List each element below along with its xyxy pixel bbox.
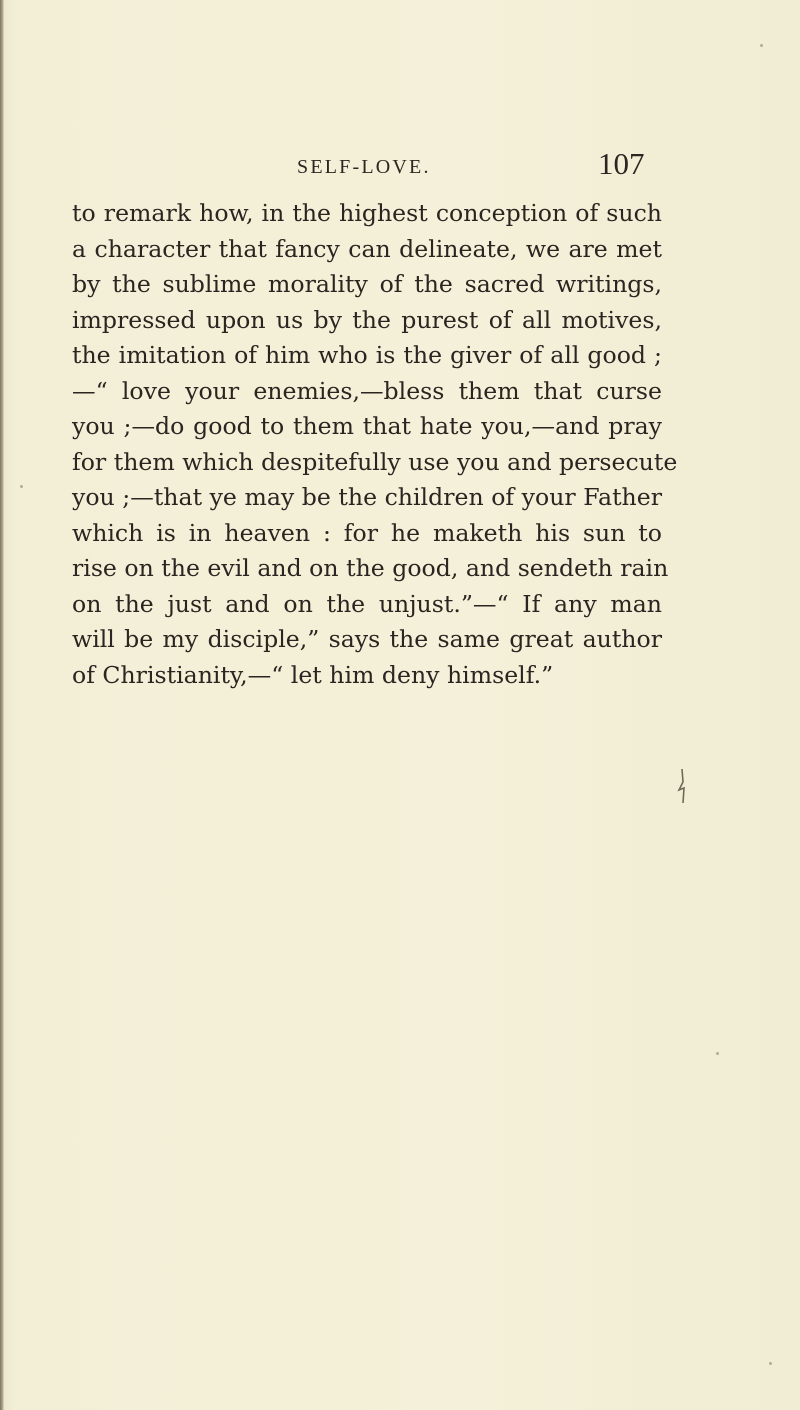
body-paragraph xyxy=(72,196,678,693)
margin-ink-mark xyxy=(677,768,689,804)
text-line: of Christianity,—“ let him deny himself.” xyxy=(72,660,554,689)
text-line: by the sublime morality of the sacred writings, xyxy=(72,270,662,298)
text-line: impressed upon us by the purest of all motives, xyxy=(72,305,662,334)
text-line: for them which despitefully use you and persecute xyxy=(72,447,678,476)
running-head: SELF-LOVE. xyxy=(297,156,431,178)
text-line: you ;—do good to them that hate you,—and pray xyxy=(72,412,662,440)
text-line: —“ love your enemies,—bless them that curse xyxy=(72,376,662,405)
text-line: on the just and on the unjust.”—“ If any man xyxy=(72,589,662,618)
text-line: will be my disciple,” says the same great author xyxy=(72,625,662,653)
text-line: you ;—that ye may be the children of your Father xyxy=(72,483,662,511)
text-line: rise on the evil and on the good, and sendeth rain xyxy=(72,554,669,582)
paper-speck xyxy=(769,1362,772,1365)
page-header xyxy=(0,146,800,186)
paper-speck xyxy=(20,485,23,488)
page-binding-edge xyxy=(0,0,4,1410)
text-line: a character that fancy can delineate, we are met xyxy=(72,234,662,263)
text-line: which is in heaven : for he maketh his sun to xyxy=(72,518,662,547)
page-number: 107 xyxy=(598,146,645,181)
paper-speck xyxy=(760,44,763,47)
text-line: to remark how, in the highest conception of such xyxy=(72,199,662,227)
paper-speck xyxy=(716,1052,719,1055)
text-line: the imitation of him who is the giver of all good ; xyxy=(72,341,662,369)
